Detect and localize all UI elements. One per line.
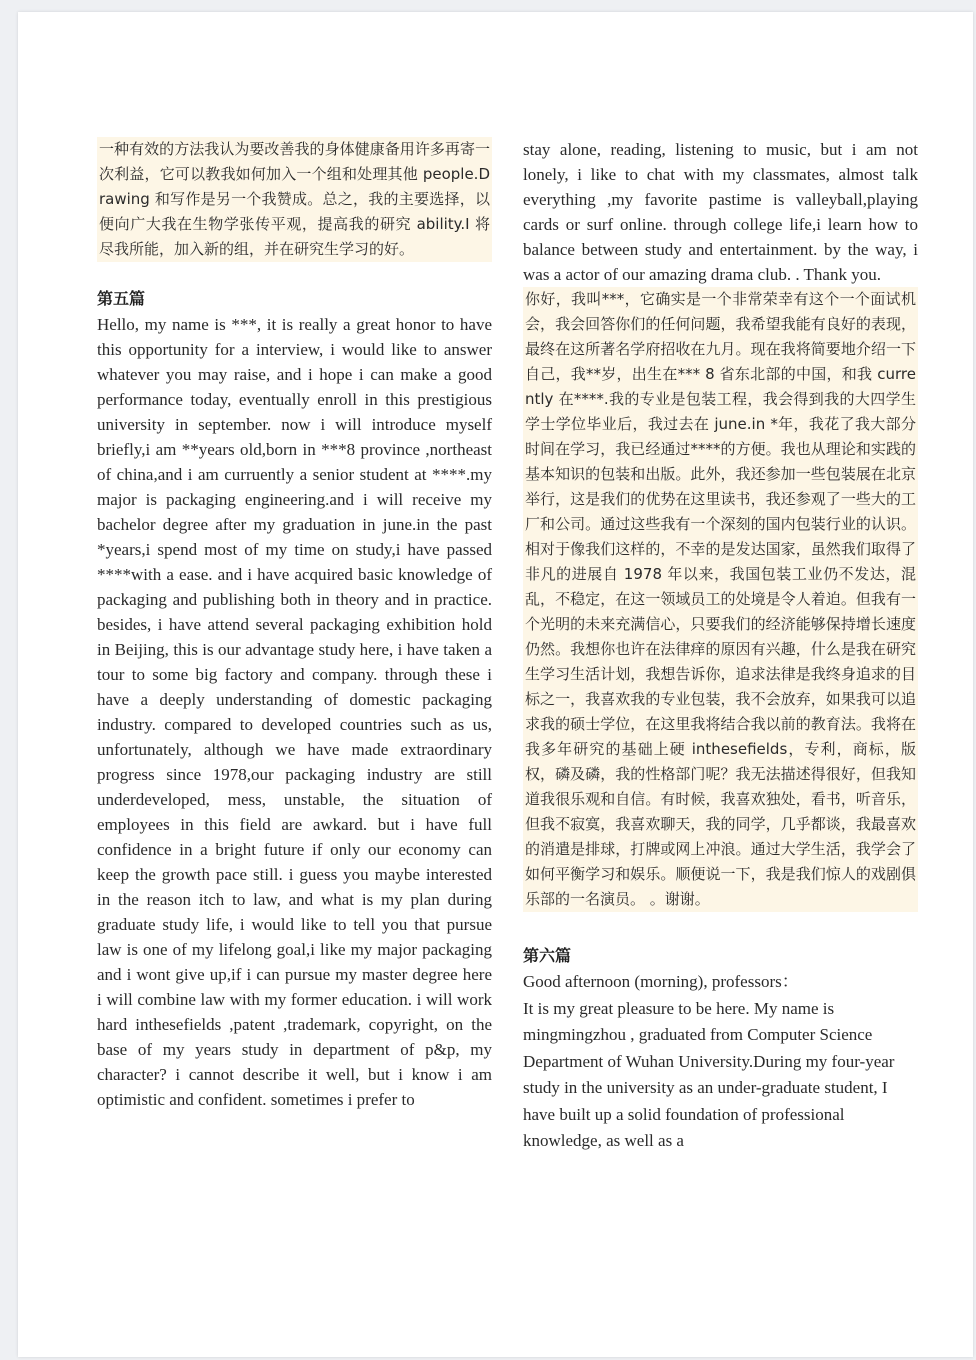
section-five-chinese-translation: 你好，我叫***，它确实是一个非常荣幸有这个一个面试机会，我会回答你们的任何问题，我希望我能有良好的表现，最终在这所著名学府招收在九月。现在我将简要地介绍一下自己，我**岁，出生在*** 8 省东北部的中国，和我 currently 在****.我的专业是包装工程，我会得到我的大四学生学士学位毕业后，我过去在 june.in *年，我花了我大部分时间在学习，我已经通过****的方便。我也从理论和实践的基本知识的包装和出版。此外，我还参加一些包装展在北京举行，这是我们的优势在这里读书，我还参观了一些大的工厂和公司。通过这些我有一个深刻的国内包装行业的认识。相对于像我们这样的，不幸的是发达国家，虽然我们取得了非凡的进展自 1978 年以来，我国包装工业仍不发达，混乱，不稳定，在这一领域员工的处境是令人着迫。但我有一个光明的未来充满信心，只要我们的经济能够保持增长速度仍然。我想你也许在法律痒的原因有兴趣，什么是我在研究生学习生活计划，我想告诉你，追求法律是我终身追求的目标之一，我喜欢我的专业包装，我不会放弃，如果我可以追求我的硕士学位，在这里我将结合我以前的教育法。我将在我多年研究的基础上硬 inthesefields，专利，商标，版权，磷及磷，我的性格部门呢？我无法描述得很好，但我知道我很乐观和自信。有时候，我喜欢独处，看书，听音乐，但我不寂寞，我喜欢聊天，我的同学，几乎都谈，我最喜欢的消遣是排球，打牌或网上冲浪。通过大学生活，我学会了如何平衡学习和娱乐。顺便说一下，我是我们惊人的戏剧俱乐部的一名演员。 。谢谢。 — [523, 287, 918, 912]
section-six-english-text: It is my great pleasure to be here. My name is mingmingzhou , graduated from Computer Science Department of Wuhan University.During my four-year study in the university as an under-graduate student, I have built up a solid foundation of professional knowledge, as well as a — [523, 998, 895, 1150]
chinese-translation-continuation: 一种有效的方法我认为要改善我的身体健康备用许多再寄一次利益，它可以教我如何加入一个组和处理其他 people.Drawing 和写作是另一个我赞成。总之，我的主要选择，以便向广大我在生物学张传平观，提高我的研究 ability.I 将尽我所能，加入新的组，并在研究生学习的好。 — [97, 137, 492, 262]
right-column — [523, 137, 918, 1155]
section-five-title: 第五篇 — [97, 289, 146, 308]
section-five-english-continuation: stay alone, reading, listening to music, but i am not lonely, i like to chat with my classmates, almost talk everything ,my favorite pastime is valleyball,playing cards or surf online. through college life,i learn how to balance between study and entertainment. by the way, i was a actor of our amazing drama club. . Thank you. — [523, 140, 918, 284]
document-page — [18, 12, 973, 1357]
left-column — [97, 137, 492, 1112]
section-six-title: 第六篇 — [523, 946, 572, 965]
section-six-greeting: Good afternoon (morning), professors： — [523, 972, 799, 991]
section-five-english-text: Hello, my name is ***, it is really a great honor to have this opportunity for a interview, i would like to answer whatever you may raise, and i hope i can make a good performance today, eventually enroll in this prestigious university in september. now i will introduce myself briefly,i am **years old,born in ***8 province ,northeast of china,and i am curruently a senior student at ****.my major is packaging engineering.and i will receive my bachelor degree after my graduation in june.in the past *years,i spend most of my time on study,i have passed ****with a ease. and i have acquired basic knowledge of packaging and publishing both in theory and in practice. besides, i have attend several packaging exhibition hold in Beijing, this is our advantage study here, i have taken a tour to some big factory and company. through these i have a deeply understanding of domestic packaging industry. compared to developed countries such as us, unfortunately, although we have made extraordinary progress since 1978,our packaging industry are still underdeveloped, mess, unstable, the situation of employees in this field are awkard. but i have full confidence in a bright future if only our economy can keep the growth pace still. i guess you maybe interested in the reason itch to law, and what is my plan during graduate study life, i would like to tell you that pursue law is one of my lifelong goal,i like my major packaging and i wont give up,if i can pursue my master degree here i will combine law with my former education. i will work hard inthesefields ,patent ,trademark, copyright, on the base of my years study in department of p&p, my character? i cannot describe it well, but i know i am optimistic and confident. sometimes i prefer to — [97, 315, 492, 1109]
